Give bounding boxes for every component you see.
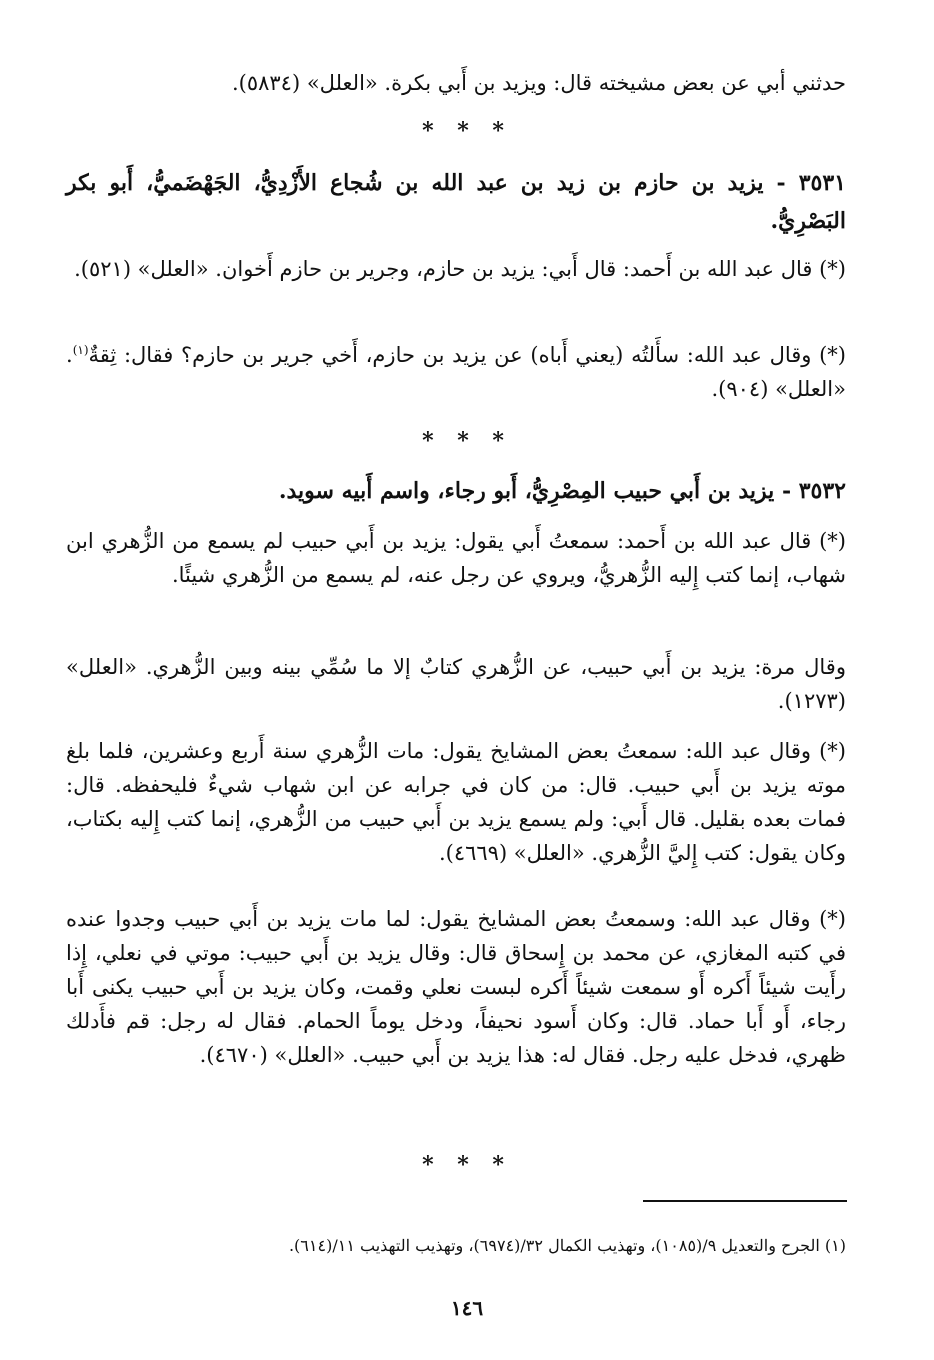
text-continuation: حدثني أبي عن بعض مشيخته قال: ويزيد بن أَبي بكرة. «العلل» (٥٨٣٤). bbox=[231, 71, 846, 95]
page-number: ١٤٦ bbox=[450, 1296, 484, 1320]
section-separator-3: * * * bbox=[422, 1152, 512, 1178]
section-separator-1: * * * bbox=[422, 118, 512, 144]
paragraph-text: (*) وقال عبد الله: سأَلتُه (يعني أَباه) عن يزيد بن حازم، أَخي جرير بن حازم؟ فقال: ثِقةٌ bbox=[88, 343, 846, 367]
footnote-reference: (١) bbox=[72, 343, 89, 357]
entry-3532-paragraph-3: (*) وقال عبد الله: سمعتُ بعض المشايخ يقول: مات الزُّهري سنة أَربع وعشرين، فلما بلغ موته يزيد بن أَبي حبيب. قال: من كان في جرابه عن ابن شهاب شيءٌ فليحفظه. قال: فمات بعده بقليل. قال أَبي: ولم يسمع يزيد بن أَبي حبيب من الزُّهري، إنما كتب إِليه بكتاب، وكان يقول: كتب إِليَّ الزُّهري. «العلل» (٤٦٦٩). bbox=[66, 739, 846, 865]
entry-3531-paragraph-1: (*) قال عبد الله بن أَحمد: قال أَبي: يزيد بن حازم، وجرير بن حازم أَخوان. «العلل» (٥٢١). bbox=[74, 257, 846, 281]
entry-3532-paragraph-1: (*) قال عبد الله بن أَحمد: سمعتُ أَبي يقول: يزيد بن أَبي حبيب لم يسمع من الزُّهري ابن شهاب، إنما كتب إِليه الزُّهريُّ، ويروي عن رجل عنه، لم يسمع من الزُّهري شيئًا. bbox=[66, 529, 846, 587]
section-separator-2: * * * bbox=[422, 428, 512, 454]
footnote: (١) الجرح والتعديل ٩/(١٠٨٥)، وتهذيب الكمال ٣٢/(٦٩٧٤)، وتهذيب التهذيب ١١/(٦١٤). bbox=[288, 1236, 846, 1255]
paragraph-text: . «العلل» (٩٠٤). bbox=[66, 343, 846, 401]
entry-heading-3531: ٣٥٣١ - يزيد بن حازم بن زيد بن عبد الله بن شُجاع الأَزْدِيُّ، الجَهْضَميُّ، أَبو بكر البَصْرِيُّ. bbox=[66, 170, 846, 234]
entry-3532-paragraph-4: (*) وقال عبد الله: وسمعتُ بعض المشايخ يقول: لما مات يزيد بن أَبي حبيب وجدوا عنده في كتبه المغازي، عن محمد بن إِسحاق قال: وقال يزيد بن أَبي حبيب: موتي في نعلي، إِذا رأَيت شيئاً أَكره أَو سمعت شيئاً أَكره لبست نعلي وقمت، وكان يزيد بن أَبي حبيب يكنى أَبا رجاء، أَو أَبا حماد. قال: وكان أَسود نحيفاً، ودخل يوماً الحمام. فقال له رجل: قم فأَدلك ظهري، فدخل عليه رجل. فقال له: هذا يزيد بن أَبي حبيب. «العلل» (٤٦٧٠). bbox=[66, 907, 846, 1067]
entry-3532-paragraph-2: وقال مرة: يزيد بن أَبي حبيب، عن الزُّهري كتابٌ إلا ما سُمِّي بينه وبين الزُّهري. «العلل» (١٢٧٣). bbox=[66, 655, 846, 713]
entry-heading-3532: ٣٥٣٢ - يزيد بن أَبي حبيب المِصْرِيُّ، أَبو رجاء، واسم أَبيه سويد. bbox=[278, 478, 846, 504]
footnote-divider bbox=[643, 1200, 847, 1202]
entry-3531-paragraph-2 bbox=[66, 338, 846, 406]
